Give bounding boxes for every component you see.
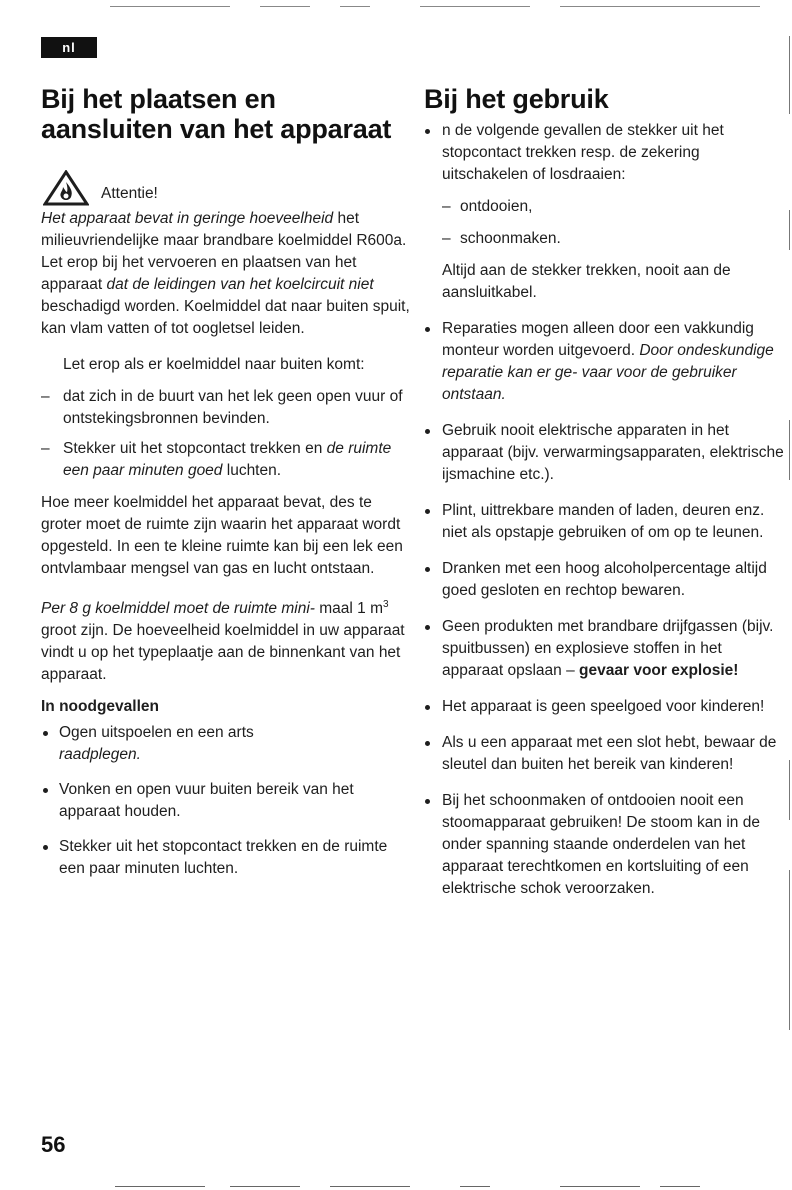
emergency-item: [41, 779, 411, 823]
scan-line: [560, 6, 760, 7]
dash-item: [41, 438, 411, 482]
dash-mark: –: [442, 198, 451, 215]
dash-text-part: de ruimte een paar minuten goed: [63, 440, 392, 479]
dash-text: [63, 438, 411, 482]
scan-line: [460, 1186, 490, 1187]
sub-dash-item: [442, 228, 784, 250]
scan-line: [789, 760, 790, 820]
usage-text: Plint, uittrekbare manden of laden, deuren enz. niet als opstapje gebruiken of om op te leunen.: [442, 502, 765, 541]
usage-text-part: Reparaties mogen alleen door een vakkundig monteur worden uitgevoerd.: [442, 320, 754, 359]
paragraph-more-refrigerant: Hoe meer koelmiddel het apparaat bevat, des te groter moet de ruimte zijn waarin het apparaat wordt opgesteld. In een te kleine ruimte kan bij een lek een ontvlambaar mengsel van gas en lucht ontstaan.: [41, 494, 403, 577]
usage-item: [424, 558, 784, 602]
dash-text: dat zich in de buurt van het lek geen open vuur of ontstekingsbronnen bevinden.: [63, 388, 403, 427]
paragraph-room-size: [41, 594, 411, 686]
title-line: Bij het plaatsen en: [41, 84, 276, 114]
bullet-dot: [425, 509, 430, 514]
dash-mark: –: [41, 440, 50, 457]
scan-line: [260, 6, 310, 7]
bullet-dot: [425, 799, 430, 804]
title-line: aansluiten van het apparaat: [41, 114, 392, 144]
scan-line: [340, 6, 370, 7]
room-size-text: Per 8 g koelmiddel moet de ruimte mini-: [41, 600, 315, 618]
usage-text: Als u een apparaat met een slot hebt, bewaar de sleutel dan buiten het bereik van kinderen!: [442, 734, 777, 773]
usage-text: [442, 318, 784, 406]
emergency-item: [41, 836, 411, 880]
scan-line: [330, 1186, 410, 1187]
usage-item: [424, 732, 784, 776]
explosion-warning: gevaar voor explosie!: [579, 662, 739, 679]
sub-dash-text: schoonmaken.: [460, 230, 561, 247]
bullet-dot: [43, 845, 48, 850]
sub-dash-item: [442, 196, 784, 218]
usage-text: Gebruik nooit elektrische apparaten in het apparaat (bijv. verwarmingsapparaten, elektrische ijsmachine etc.).: [442, 422, 784, 483]
dash-mark: –: [41, 388, 50, 405]
emergency-text: [59, 722, 411, 766]
bullet-dot: [425, 129, 430, 134]
bullet-dot: [425, 567, 430, 572]
usage-item: [424, 318, 784, 406]
emergency-text: Stekker uit het stopcontact trekken en de ruimte een paar minuten luchten.: [59, 838, 388, 878]
usage-item: [424, 616, 784, 682]
scan-line: [420, 6, 530, 7]
emergency-item: [41, 722, 411, 766]
room-size-text: maal 1 m: [319, 600, 384, 618]
usage-item: [424, 120, 784, 304]
right-column: [424, 84, 784, 914]
emergency-heading: In noodgevallen: [41, 698, 159, 716]
bullet-dot: [425, 705, 430, 710]
scan-line: [230, 1186, 300, 1187]
usage-item: [424, 790, 784, 900]
usage-text: n de volgende gevallen de stekker uit het stopcontact trekken resp. de zekering uitschakelen of losdraaien:: [442, 122, 724, 183]
bullet-dot: [43, 731, 48, 736]
bullet-dot: [425, 741, 430, 746]
dash-text-part: Stekker uit het stopcontact trekken en: [63, 440, 323, 457]
section-title-use: Bij het gebruik: [424, 84, 609, 114]
bullet-dot: [425, 429, 430, 434]
attention-label: Attentie!: [101, 185, 158, 202]
sub-dash-text: ontdooien,: [460, 198, 533, 215]
scan-line: [789, 210, 790, 250]
bullet-dot: [425, 327, 430, 332]
scan-line: [789, 36, 790, 114]
emergency-text: Vonken en open vuur buiten bereik van het apparaat houden.: [59, 781, 354, 821]
attention-row: [41, 170, 411, 206]
warning-paragraph: [41, 208, 411, 340]
emergency-text-part: Ogen uitspoelen en een arts: [59, 724, 254, 742]
usage-item: [424, 420, 784, 486]
usage-text-part: Geen produkten met brandbare drijfgassen (bijv. spuitbussen) en explosieve stoffen in het apparaat opslaan –: [442, 618, 774, 679]
warning-text: het milieuvriendelijke maar brandbare koelmiddel R600a. Let erop bij het vervoeren en plaatsen van het apparaat: [41, 210, 407, 293]
leak-intro: Let erop als er koelmiddel naar buiten komt:: [63, 356, 365, 373]
bullet-dot: [425, 625, 430, 630]
scan-line: [560, 1186, 640, 1187]
left-column: [41, 84, 411, 893]
scan-line: [789, 870, 790, 1030]
scan-line: [789, 420, 790, 480]
usage-item: [424, 696, 784, 718]
section-title-installation: [41, 84, 411, 144]
warning-text: dat de leidingen van het koelcircuit niet: [106, 276, 374, 293]
usage-text: [442, 616, 784, 682]
scan-line: [115, 1186, 205, 1187]
bullet-dot: [43, 788, 48, 793]
language-badge: nl: [41, 37, 97, 58]
usage-text-part: vaar voor de gebruiker ontstaan.: [442, 364, 737, 403]
usage-text: Altijd aan de stekker trekken, nooit aan de aansluitkabel.: [442, 262, 731, 301]
usage-text-part: Door ondeskundige reparatie kan er ge-: [442, 342, 774, 381]
page-number: 56: [41, 1132, 66, 1157]
usage-text: Bij het schoonmaken of ontdooien nooit een stoomapparaat gebruiken! De stoom kan in de onder spanning staande onderdelen van het apparaat terechtkomen en kortsluiting of een elektrische schok veroorzaken.: [442, 792, 760, 897]
superscript: 3: [383, 599, 389, 610]
scan-line: [660, 1186, 700, 1187]
usage-text: Dranken met een hoog alcoholpercentage altijd goed gesloten en rechtop bewaren.: [442, 560, 767, 599]
warning-text: beschadigd worden. Koelmiddel dat naar buiten spuit, kan vlam vatten of tot oogletsel leiden.: [41, 298, 410, 337]
emergency-text-part: raadplegen.: [59, 746, 141, 764]
dash-item: [41, 386, 411, 430]
warning-flame-icon: [43, 170, 89, 211]
dash-mark: –: [442, 230, 451, 247]
scan-line: [110, 6, 230, 7]
dash-text-part: luchten.: [226, 462, 282, 479]
warning-text: Het apparaat bevat in geringe hoeveelheid: [41, 210, 334, 227]
room-size-text: groot zijn. De hoeveelheid koelmiddel in uw apparaat vindt u op het typeplaatje aan de binnenkant van het apparaat.: [41, 622, 405, 684]
usage-item: [424, 500, 784, 544]
usage-text: Het apparaat is geen speelgoed voor kinderen!: [442, 698, 765, 715]
